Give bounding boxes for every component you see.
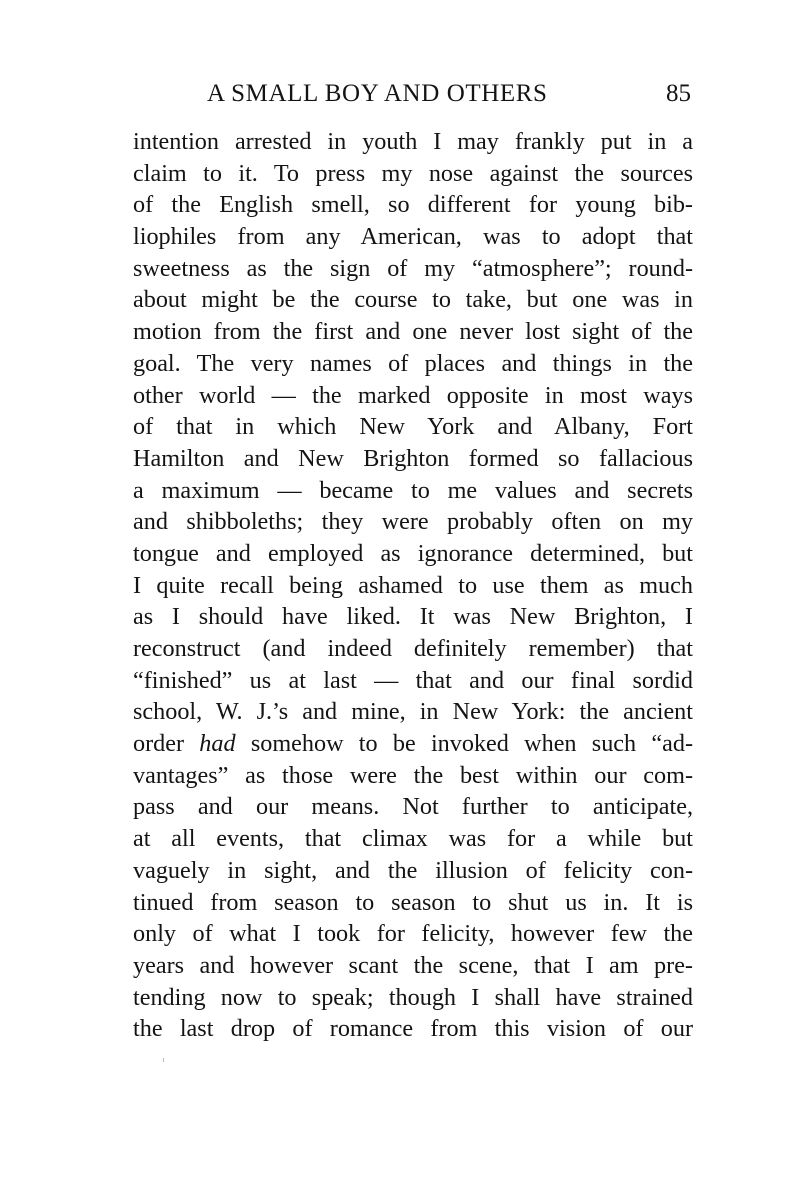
text-line: claim to it. To press my nose against the sources: [133, 159, 693, 187]
text-line: sweetness as the sign of my “atmosphere”; round-: [133, 254, 693, 282]
text-line: the last drop of romance from this vision of our: [133, 1015, 693, 1043]
text-line: “finished” us at last — that and our final sordid: [133, 666, 693, 694]
body-text: [133, 126, 693, 1045]
text-line: only of what I took for felicity, however few the: [133, 920, 693, 948]
text-line: as I should have liked. It was New Brighton, I: [133, 603, 693, 631]
text-line: vantages” as those were the best within our com-: [133, 761, 693, 789]
text-segment: order: [133, 730, 200, 758]
text-line: reconstruct (and indeed definitely remember) that: [133, 635, 693, 662]
text-line: of that in which New York and Albany, Fort: [133, 413, 693, 441]
text-line: years and however scant the scene, that I am pre-: [133, 951, 693, 979]
page-number: 85: [666, 80, 691, 107]
text-line: pass and our means. Not further to anticipate,: [133, 793, 693, 821]
text-line: tinued from season to season to shut us in. It is: [133, 888, 693, 916]
text-line: motion from the first and one never lost sight of the: [133, 318, 693, 346]
scan-mark: [163, 1058, 164, 1062]
italic-word: had: [199, 730, 236, 758]
text-line-with-italic: [133, 728, 693, 760]
text-line: school, W. J.’s and mine, in New York: the ancient: [133, 698, 693, 726]
text-line: goal. The very names of places and things in the: [133, 349, 693, 377]
text-line: at all events, that climax was for a while but: [133, 825, 693, 853]
text-line: and shibboleths; they were probably often on my: [133, 508, 693, 536]
text-line: a maximum — became to me values and secrets: [133, 476, 693, 504]
text-line: tongue and employed as ignorance determined, but: [133, 539, 693, 567]
text-line: other world — the marked opposite in most ways: [133, 381, 693, 409]
text-line: tending now to speak; though I shall have strained: [133, 983, 693, 1011]
text-line: intention arrested in youth I may frankly put in a: [133, 128, 693, 155]
text-line: I quite recall being ashamed to use them as much: [133, 571, 693, 599]
page-header: [133, 80, 693, 112]
text-line: liophiles from any American, was to adopt that: [133, 223, 693, 251]
text-line: about might be the course to take, but one was in: [133, 286, 693, 314]
running-head: A SMALL BOY AND OTHERS: [207, 80, 548, 107]
text-line: Hamilton and New Brighton formed so fallacious: [133, 444, 693, 472]
text-line: vaguely in sight, and the illusion of felicity con-: [133, 856, 693, 884]
text-line: of the English smell, so different for young bib-: [133, 191, 693, 219]
text-segment: somehow to be invoked when such “ad-: [235, 730, 693, 758]
